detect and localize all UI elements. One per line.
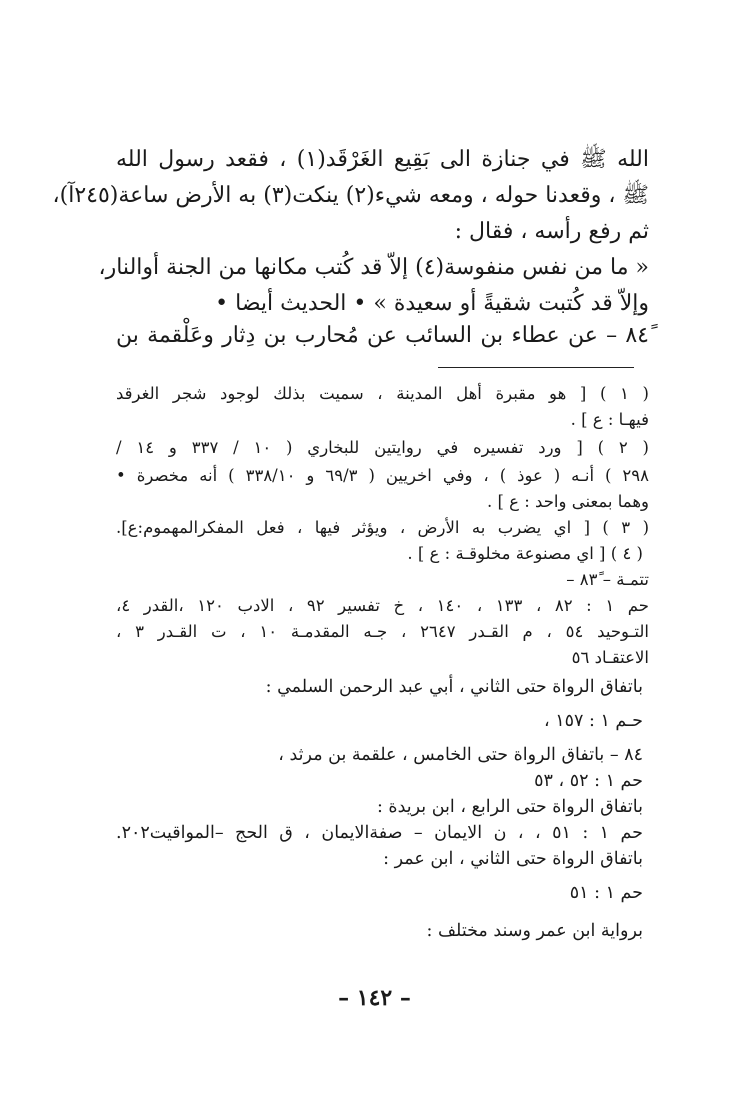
narration-chain-1: باتفاق الرواة حتى الثاني ، أبي عبد الرحمن السلمي :: [265, 677, 643, 697]
narration-chain-4: باتفاق الرواة حتى الثاني ، ابن عمر :: [383, 849, 643, 869]
footnote-2-line-1: ( ٢ ) [ ورد تفسيره في روايتين للبخاري ( ١٠ / ٣٣٧ و ١٤ /: [116, 438, 649, 457]
narration-chain-2: ٨٤ – باتفاق الرواة حتى الخامس ، علقمة بن مرثد ،: [278, 745, 643, 765]
narration-ref-3: حم ١ : ٥١ ، ، ن الايمان – صفةالايمان ، ق الحج –المواقيت٢٠٢.: [116, 823, 643, 843]
reference-line-1: حم ١ : ٨٢ ، ١٣٣ ، ١٤٠ ، خ تفسير ٩٢ ، الادب ١٢٠ ،القدر ٤،: [116, 596, 649, 615]
main-text-line-1: الله ﷺ في جنازة الى بَقِيع الغَرْقَد(١) ، فقعد رسول الله: [116, 147, 649, 172]
narration-ref-4: حم ١ : ٥١: [569, 883, 643, 903]
page-number: – ١٤٢ –: [338, 985, 411, 1011]
footnote-1-line-1: ( ١ ) [ هو مقبرة أهل المدينة ، سميت بذلك لوجود شجر الغرقد: [116, 384, 649, 403]
footnote-separator: [438, 367, 634, 368]
main-text-line-5: وإلاّ قد كُتبت شقيةً أو سعيدة » • الحديث أيضا •: [215, 291, 649, 316]
narration-ref-2: حم ١ : ٥٢ ، ٥٣: [534, 771, 643, 791]
narration-chain-5: برواية ابن عمر وسند مختلف :: [426, 921, 643, 941]
main-text-line-4: « ما من نفس منفوسة(٤) إلاّ قد كُتب مكانها من الجنة أوالنار،: [98, 255, 649, 280]
footnote-2-line-2: ٢٩٨ ) أنـه ( عوذ ) ، وفي اخريين ( ٦٩/٣ و ٣٣٨/١٠ ) أنه مخصرة •: [116, 466, 649, 485]
narration-ref-1: حـم ١ : ١٥٧ ،: [543, 711, 643, 731]
footnote-2-line-3: وهما بمعنى واحد : ع ] .: [486, 492, 649, 511]
reference-line-2: التـوحيد ٥٤ ، م القـدر ٢٦٤٧ ، جـه المقدمـة ١٠ ، ت القـدر ٣ ،: [116, 622, 649, 641]
footnote-4: ( ٤ ) [ اي مصنوعة مخلوقـة : ع ] .: [407, 544, 643, 563]
narration-chain-3: باتفاق الرواة حتى الرابع ، ابن بريدة :: [376, 797, 643, 817]
supplement-heading: تتمـة – ٨٣ً –: [566, 570, 649, 589]
reference-line-3: الاعتقـاد ٥٦: [571, 648, 649, 667]
footnote-1-line-2: فيهـا : ع ] .: [570, 410, 649, 429]
main-text-line-6: ٨٤ً – عن عطاء بن السائب عن مُحارب بن دِثار وعَلْقمة بن: [116, 323, 649, 348]
main-text-line-3: ثم رفع رأسه ، فقال :: [454, 219, 649, 244]
main-text-line-2: ﷺ ، وقعدنا حوله ، ومعه شيء(٢) ينكت(٣) به الأرض ساعة(٢٤٥آ)،: [52, 183, 649, 208]
footnote-3: ( ٣ ) [ اي يضرب به الأرض ، ويؤثر فيها ، فعل المفكرالمهموم:ع].: [116, 518, 650, 537]
